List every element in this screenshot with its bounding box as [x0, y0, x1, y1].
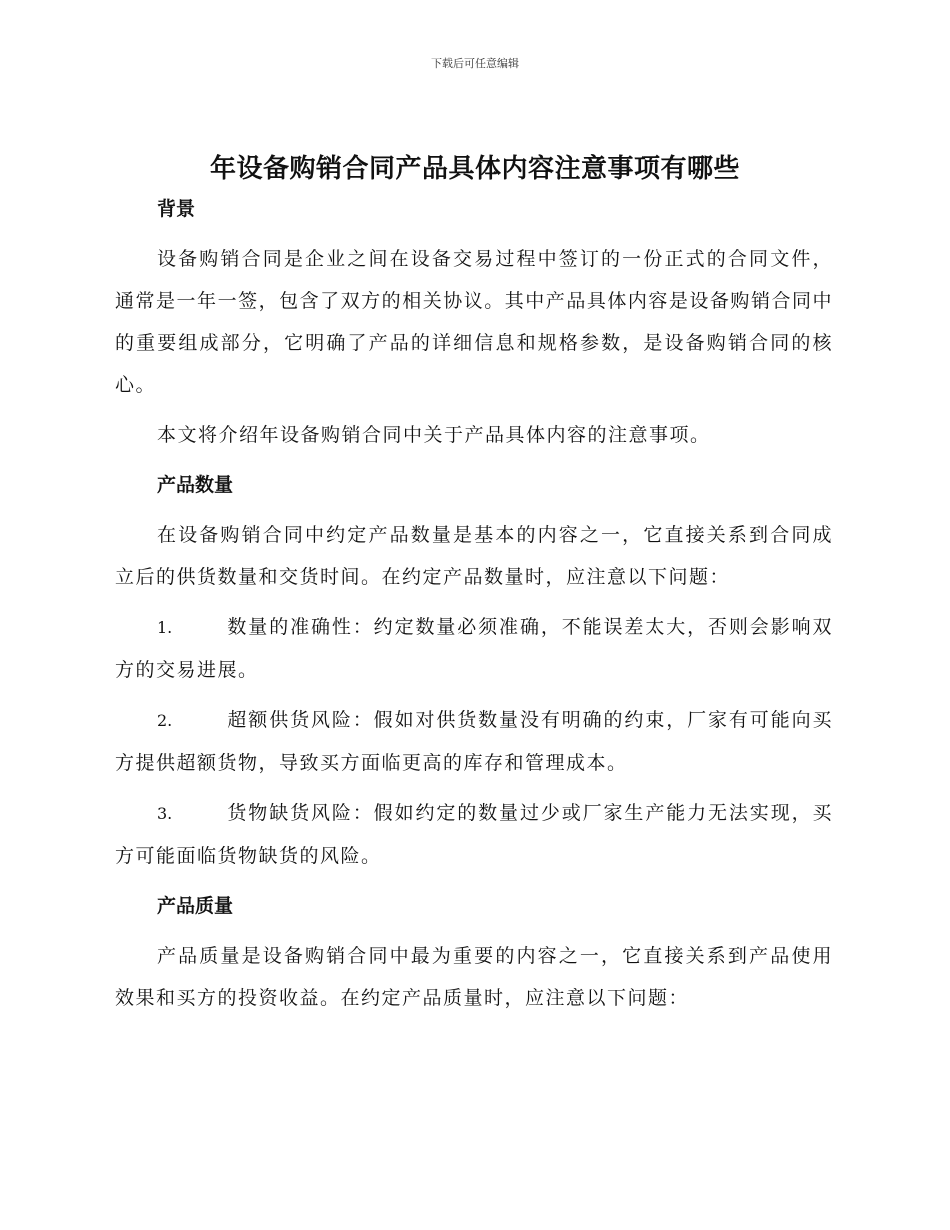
paragraph: 在设备购销合同中约定产品数量是基本的内容之一，它直接关系到合同成立后的供货数量和交货时间。在约定产品数量时，应注意以下问题：: [115, 524, 833, 588]
list-item: [115, 699, 833, 784]
paragraph: 设备购销合同是企业之间在设备交易过程中签订的一份正式的合同文件，通常是一年一签，包含了双方的相关协议。其中产品具体内容是设备购销合同中的重要组成部分，它明确了产品的详细信息和规格参数，是设备购销合同的核心。: [115, 248, 833, 396]
section-heading-quantity: 产品数量: [157, 474, 234, 496]
list-item: [115, 606, 833, 691]
list-text: 数量的准确性：约定数量必须准确，不能误差太大，否则会影响双方的交易进展。: [115, 616, 833, 681]
header-note: 下载后可任意编辑: [431, 57, 519, 70]
list-item: [115, 792, 833, 877]
list-text: 超额供货风险：假如对供货数量没有明确的约束，厂家有可能向买方提供超额货物，导致买方面临更高的库存和管理成本。: [115, 709, 833, 774]
list-number: 2.: [157, 711, 173, 730]
list-number: 3.: [157, 804, 173, 823]
section-heading-background: 背景: [157, 198, 196, 220]
document-body: [115, 192, 833, 1019]
paragraph: 产品质量是设备购销合同中最为重要的内容之一，它直接关系到产品使用效果和买方的投资收益。在约定产品质量时，应注意以下问题：: [115, 945, 833, 1009]
section-heading-quality: 产品质量: [157, 895, 234, 917]
list-number: 1.: [157, 618, 173, 637]
document-title: 年设备购销合同产品具体内容注意事项有哪些: [209, 154, 740, 184]
list-text: 货物缺货风险：假如约定的数量过少或厂家生产能力无法实现，买方可能面临货物缺货的风险。: [115, 802, 833, 867]
paragraph: 本文将介绍年设备购销合同中关于产品具体内容的注意事项。: [157, 424, 711, 446]
